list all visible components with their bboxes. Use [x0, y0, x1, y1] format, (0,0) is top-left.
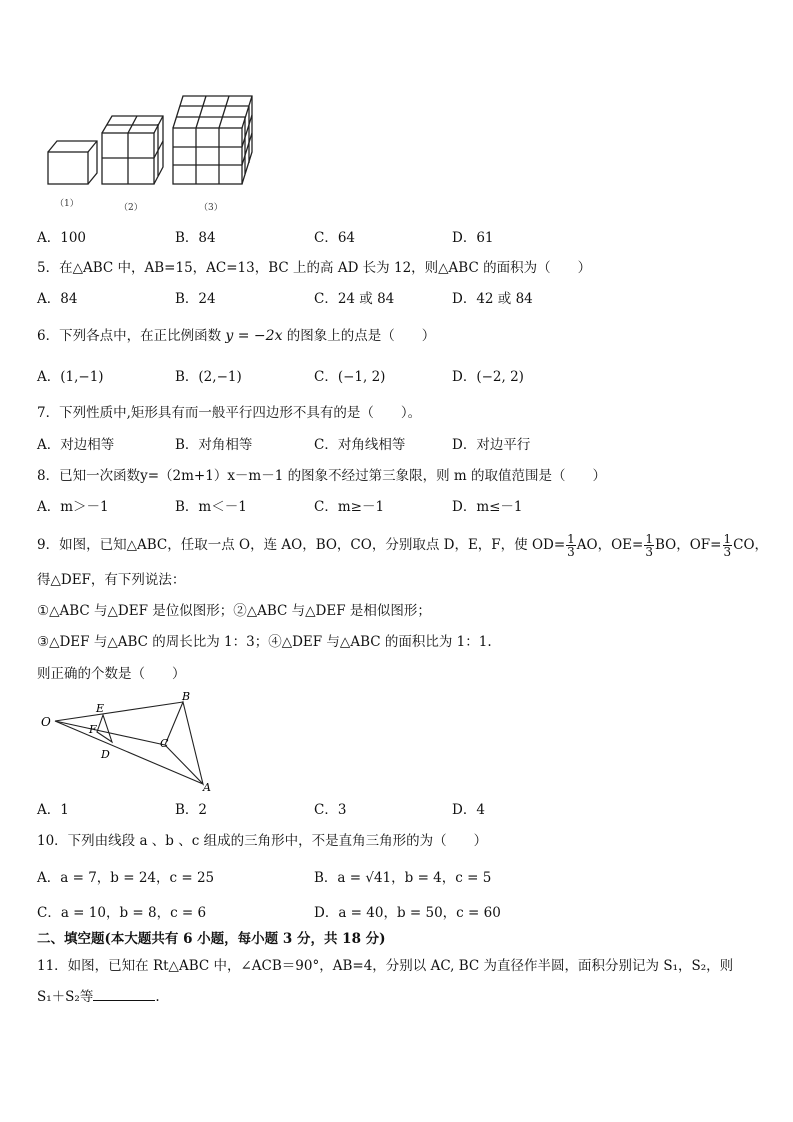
q4-option-d: D．61	[452, 230, 494, 246]
q6-formula: y = −2x	[225, 328, 283, 344]
q6-option-a: A．(1,−1)	[37, 369, 104, 385]
q6-stem	[37, 327, 435, 345]
q11-answer-blank[interactable]	[93, 988, 155, 1001]
q9-line5: 则正确的个数是（ ）	[37, 666, 186, 682]
q10-option-d: D．a = 40，b = 50，c = 60	[314, 905, 501, 921]
q9-option-c: C．3	[314, 802, 347, 818]
q8-option-a: A．m＞－1	[37, 499, 109, 515]
q8-option-d: D．m≤－1	[452, 499, 523, 515]
q9-label-e: E	[96, 702, 105, 715]
q6-stem-before: 6．下列各点中，在正比例函数	[37, 328, 222, 344]
cube-1x1	[48, 141, 97, 184]
q11-line1: 11．如图，已知在 Rt△ABC 中，∠ACB＝90°，AB=4，分别以 AC, BC 为直径作半圆，面积分别记为 S₁，S₂，则	[37, 958, 734, 974]
q9-label-b: B	[182, 690, 191, 703]
q7-option-a: A．对边相等	[37, 437, 115, 453]
section2-title: 二、填空题(本大题共有 6 小题，每小题 3 分，共 18 分)	[37, 931, 386, 947]
q9-line2: 得△DEF，有下列说法：	[37, 572, 186, 588]
q10-option-b: B．a = √41，b = 4，c = 5	[314, 870, 492, 886]
q9-fraction-of-den: 3	[723, 545, 732, 559]
q9-fraction-of-num: 1	[723, 532, 732, 546]
q6-stem-after: 的图象上的点是（ ）	[286, 328, 436, 344]
cube-caption-1: （1）	[55, 199, 79, 209]
q9-label-d: D	[101, 748, 110, 761]
q8-stem: 8．已知一次函数y=（2m+1）x－m－1 的图象不经过第三象限，则 m 的取值范围是（ ）	[37, 468, 606, 484]
q7-option-d: D．对边平行	[452, 437, 531, 453]
q5-option-a: A．84	[37, 291, 78, 307]
q11-line2-text: S₁＋S₂等	[37, 989, 94, 1005]
q8-option-b: B．m＜－1	[175, 499, 247, 515]
cube-caption-2: （2）	[119, 203, 143, 213]
q9-label-o: O	[41, 715, 51, 729]
q6-option-b: B．(2,−1)	[175, 369, 242, 385]
q6-option-d: D．(−2, 2)	[452, 369, 524, 385]
q9-stem-a: 9．如图，已知△ABC，任取一点 O，连 AO，BO，CO，分别取点 D，E，F，使 OD=	[37, 537, 566, 553]
q9-fraction-of	[723, 533, 733, 558]
q9-line3: ①△ABC 与△DEF 是位似图形；②△ABC 与△DEF 是相似图形；	[37, 603, 431, 619]
q7-option-c: C．对角线相等	[314, 437, 406, 453]
q9-label-a: A	[203, 781, 211, 794]
q9-fraction-oe	[644, 533, 654, 558]
q9-stem-d: CO，	[733, 537, 769, 553]
q5-option-b: B．24	[175, 291, 216, 307]
q11-line2-end: .	[155, 989, 160, 1005]
q9-line4: ③△DEF 与△ABC 的周长比为 1：3；④△DEF 与△ABC 的面积比为 1：1.	[37, 634, 492, 650]
q9-fraction-od-num: 1	[567, 532, 575, 546]
q9-option-b: B．2	[175, 802, 208, 818]
q10-option-c: C．a = 10，b = 8，c = 6	[37, 905, 207, 921]
q9-stem-b: AO，OE=	[576, 537, 644, 553]
q7-stem: 7．下列性质中,矩形具有而一般平行四边形不具有的是（ ）。	[37, 405, 422, 421]
q9-option-d: D．4	[452, 802, 485, 818]
q9-stem-line1	[37, 527, 768, 563]
q9-label-c: C	[160, 737, 169, 750]
q10-stem: 10．下列由线段 a 、b 、c 组成的三角形中，不是直角三角形的为（ ）	[37, 833, 488, 849]
cube-3x3	[173, 96, 252, 184]
q9-fraction-od	[566, 533, 576, 558]
q4-option-c: C．64	[314, 230, 356, 246]
q9-fraction-oe-num: 1	[645, 532, 653, 546]
q8-option-c: C．m≥－1	[314, 499, 385, 515]
q5-stem: 5．在△ABC 中，AB=15，AC=13，BC 上的高 AD 长为 12，则△ABC 的面积为（ ）	[37, 260, 592, 276]
q4-option-a: A．100	[37, 230, 87, 246]
q5-option-d: D．42 或 84	[452, 291, 533, 307]
q9-fraction-od-den: 3	[567, 545, 575, 559]
q6-option-c: C．(−1, 2)	[314, 369, 386, 385]
cube-caption-3: （3）	[199, 203, 223, 213]
q9-triangle-figure	[35, 688, 225, 796]
q11-line2	[37, 988, 160, 1006]
q10-option-a: A．a = 7，b = 24，c = 25	[37, 870, 215, 886]
q7-option-b: B．对角相等	[175, 437, 253, 453]
q4-option-b: B．84	[175, 230, 216, 246]
q9-stem-c: BO，OF=	[655, 537, 722, 553]
q9-label-f: F	[89, 723, 97, 736]
cube-2x2	[102, 116, 163, 184]
q9-fraction-oe-den: 3	[645, 545, 653, 559]
q5-option-c: C．24 或 84	[314, 291, 395, 307]
q9-option-a: A．1	[37, 802, 69, 818]
